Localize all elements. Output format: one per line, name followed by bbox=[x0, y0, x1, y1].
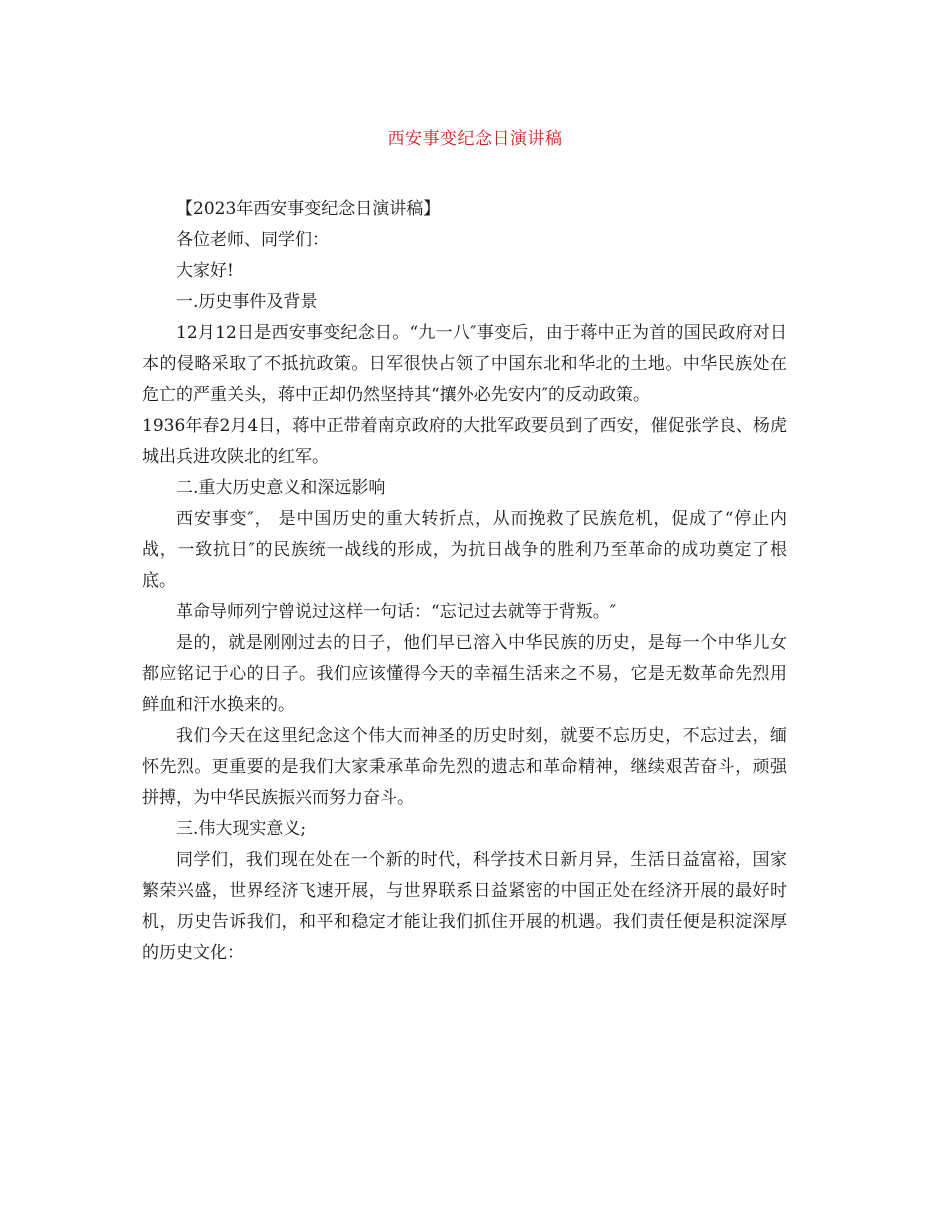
paragraph-quote: 革命导师列宁曾说过这样一句话：“忘记过去就等于背叛。″ bbox=[176, 602, 617, 622]
paragraph-salutation: 各位老师、同学们： bbox=[176, 230, 329, 250]
section-heading-3: 三.伟大现实意义; bbox=[176, 819, 307, 839]
paragraph-greeting: 大家好! bbox=[176, 261, 234, 281]
document-body bbox=[142, 194, 787, 969]
paragraph: 是的，就是刚刚过去的日子，他们早已溶入中华民族的历史，是每一个中华儿女都应铭记于心的日子。我们应该懂得今天的幸福生活来之不易，它是无数革命先烈用鲜血和汗水换来的。 bbox=[142, 633, 787, 715]
paragraph: 同学们，我们现在处在一个新的时代，科学技术日新月异，生活日益富裕，国家繁荣兴盛，世界经济飞速开展，与世界联系日益紧密的中国正处在经济开展的最好时机，历史告诉我们，和平和稳定才能让我们抓住开展的机遇。我们责任便是积淀深厚的历史文化： bbox=[142, 850, 787, 963]
document-title: 西安事变纪念日演讲稿 bbox=[387, 129, 563, 149]
paragraph: 我们今天在这里纪念这个伟大而神圣的历史时刻，就要不忘历史，不忘过去，缅怀先烈。更重要的是我们大家秉承革命先烈的遗志和革命精神，继续艰苦奋斗，顽强拼搏，为中华民族振兴而努力奋斗。 bbox=[142, 726, 787, 808]
paragraph: 西安事变″， 是中国历史的重大转折点，从而挽救了民族危机，促成了“停止内战，一致抗日″的民族统一战线的形成，为抗日战争的胜利乃至革命的成功奠定了根底。 bbox=[142, 509, 787, 591]
paragraph: 1936年春2月4日，蒋中正带着南京政府的大批军政要员到了西安，催促张学良、杨虎城出兵进攻陕北的红军。 bbox=[142, 416, 787, 467]
section-heading-2: 二.重大历史意义和深远影响 bbox=[176, 478, 386, 498]
paragraph: 12月12日是西安事变纪念日。“九一八″事变后，由于蒋中正为首的国民政府对日本的侵略采取了不抵抗政策。日军很快占领了中国东北和华北的土地。中华民族处在危亡的严重关头，蒋中正却仍然坚持其“攘外必先安内″的反动政策。 bbox=[142, 323, 787, 405]
section-heading-1: 一.历史事件及背景 bbox=[176, 292, 318, 312]
paragraph-heading: 【2023年西安事变纪念日演讲稿】 bbox=[176, 199, 441, 219]
